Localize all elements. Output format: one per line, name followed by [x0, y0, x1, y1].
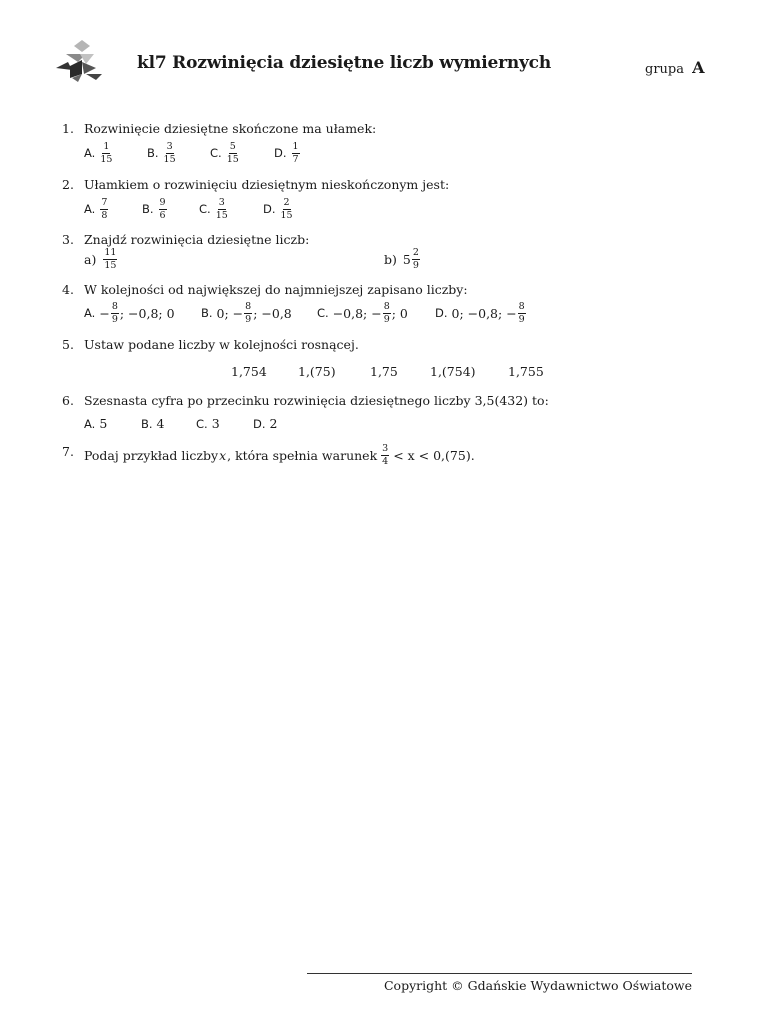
answer-option: C. $\frac{3}{15}$: [199, 197, 228, 221]
footer-rule: [307, 973, 692, 974]
group-word: grupa: [645, 62, 684, 77]
answer-option: C. $\frac{5}{15}$: [210, 141, 239, 165]
task-question: Szesnasta cyfra po przecinku rozwinięcia dziesiętnego liczby 3,5(432) to:: [84, 393, 549, 408]
answer-option: A. $\frac{7}{8}$: [84, 197, 108, 221]
task-number: 3.: [62, 232, 74, 247]
answer-option: D. $\frac{1}{7}$: [274, 141, 299, 165]
answer-option: A. 5: [84, 416, 108, 431]
number-item: 1,755: [508, 364, 544, 379]
subtask-b: b) 5 $\frac{2}{9}$: [384, 247, 419, 271]
answer-option: D. 0; −0,8; − $\frac{8}{9}$: [435, 301, 525, 325]
publisher-logo: [56, 40, 104, 82]
task-number: 2.: [62, 177, 74, 192]
task-question: Rozwinięcie dziesiętne skończone ma ułamek:: [84, 121, 377, 136]
task-number: 5.: [62, 337, 74, 352]
number-item: 1,75: [370, 364, 398, 379]
answer-option: A. $\frac{1}{15}$: [84, 141, 113, 165]
number-item: 1,(75): [298, 364, 336, 379]
answer-option: B. $\frac{9}{6}$: [142, 197, 166, 221]
group-letter: A: [692, 58, 705, 77]
worksheet-title: kl7 Rozwinięcia dziesiętne liczb wymiernych: [137, 53, 551, 73]
answer-option: B. 0; − $\frac{8}{9}$ ; −0,8: [201, 301, 292, 325]
task-question: W kolejności od największej do najmniejszej zapisano liczby:: [84, 282, 468, 297]
copyright-notice: Copyright © Gdańskie Wydawnictwo Oświatowe: [383, 978, 692, 993]
answer-option: B. $\frac{3}{15}$: [147, 141, 176, 165]
answer-option: D. 2: [253, 416, 278, 431]
answer-option: B. 4: [141, 416, 165, 431]
task-question: Ustaw podane liczby w kolejności rosnącej.: [84, 337, 359, 352]
task-question: Podaj przykład liczby x , która spełnia warunek $\frac{3}{4}$ < x < 0,(75).: [84, 443, 475, 467]
answer-option: C. 3: [196, 416, 220, 431]
number-item: 1,(754): [430, 364, 476, 379]
task-number: 4.: [62, 282, 74, 297]
task-number: 1.: [62, 121, 74, 136]
answer-option: C. −0,8; − $\frac{8}{9}$ ; 0: [317, 301, 408, 325]
subtask-a: a) $\frac{11}{15}$: [84, 247, 117, 271]
answer-option: A. − $\frac{8}{9}$ ; −0,8; 0: [84, 301, 175, 325]
task-question: Ułamkiem o rozwinięciu dziesiętnym nieskończonym jest:: [84, 177, 450, 192]
task-number: 6.: [62, 393, 74, 408]
answer-option: D. $\frac{2}{15}$: [263, 197, 293, 221]
group-indicator: [645, 58, 705, 77]
number-item: 1,754: [231, 364, 267, 379]
task-question: Znajdź rozwinięcia dziesiętne liczb:: [84, 232, 310, 247]
task-number: 7.: [62, 444, 74, 459]
